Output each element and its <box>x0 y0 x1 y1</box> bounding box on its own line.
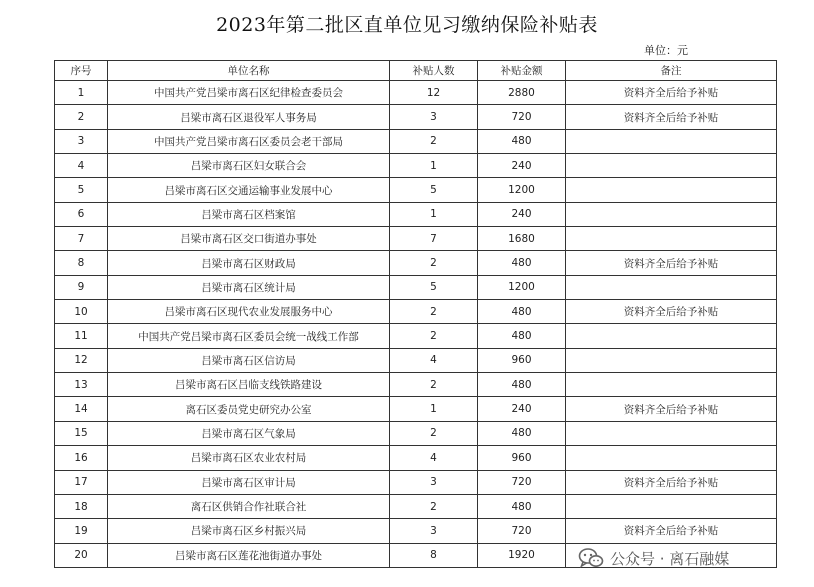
cell-amount: 1200 <box>478 275 566 299</box>
header-no: 序号 <box>55 61 108 81</box>
cell-count: 7 <box>390 227 478 251</box>
cell-count: 8 <box>390 543 478 567</box>
cell-no: 9 <box>55 275 108 299</box>
table-header-row <box>55 61 777 81</box>
cell-amount: 480 <box>478 494 566 518</box>
cell-count: 2 <box>390 373 478 397</box>
cell-amount: 240 <box>478 397 566 421</box>
header-amount: 补贴金额 <box>478 61 566 81</box>
cell-amount: 1920 <box>478 543 566 567</box>
cell-remark <box>566 421 777 445</box>
cell-unit-name: 吕梁市离石区信访局 <box>108 348 390 372</box>
cell-no: 8 <box>55 251 108 275</box>
table-row <box>55 348 777 372</box>
cell-amount: 240 <box>478 202 566 226</box>
cell-count: 2 <box>390 324 478 348</box>
table-row <box>55 81 777 105</box>
cell-amount: 480 <box>478 251 566 275</box>
cell-no: 6 <box>55 202 108 226</box>
cell-amount: 480 <box>478 129 566 153</box>
cell-remark <box>566 129 777 153</box>
table-row <box>55 178 777 202</box>
cell-count: 5 <box>390 178 478 202</box>
cell-count: 3 <box>390 105 478 129</box>
cell-no: 19 <box>55 519 108 543</box>
cell-remark <box>566 202 777 226</box>
cell-unit-name: 中国共产党吕梁市离石区委员会老干部局 <box>108 129 390 153</box>
cell-no: 7 <box>55 227 108 251</box>
cell-count: 4 <box>390 446 478 470</box>
cell-no: 15 <box>55 421 108 445</box>
cell-no: 18 <box>55 494 108 518</box>
cell-no: 16 <box>55 446 108 470</box>
table-row <box>55 421 777 445</box>
cell-count: 12 <box>390 81 478 105</box>
cell-amount: 720 <box>478 105 566 129</box>
cell-unit-name: 吕梁市离石区交口街道办事处 <box>108 227 390 251</box>
cell-remark <box>566 227 777 251</box>
table-row <box>55 470 777 494</box>
table-row <box>55 154 777 178</box>
cell-count: 1 <box>390 202 478 226</box>
cell-count: 1 <box>390 397 478 421</box>
cell-amount: 480 <box>478 373 566 397</box>
cell-count: 2 <box>390 129 478 153</box>
cell-no: 10 <box>55 300 108 324</box>
wechat-watermark <box>578 546 729 570</box>
cell-unit-name: 吕梁市离石区审计局 <box>108 470 390 494</box>
cell-unit-name: 吕梁市离石区档案馆 <box>108 202 390 226</box>
cell-remark <box>566 154 777 178</box>
unit-label: 单位：元 <box>644 44 688 57</box>
table-row <box>55 275 777 299</box>
cell-amount: 720 <box>478 519 566 543</box>
cell-unit-name: 吕梁市离石区退役军人事务局 <box>108 105 390 129</box>
cell-no: 5 <box>55 178 108 202</box>
table-row <box>55 227 777 251</box>
subsidy-table <box>54 60 777 568</box>
wechat-icon <box>578 547 604 569</box>
cell-remark <box>566 373 777 397</box>
cell-remark: 资料齐全后给予补贴 <box>566 251 777 275</box>
cell-remark: 资料齐全后给予补贴 <box>566 519 777 543</box>
cell-count: 1 <box>390 154 478 178</box>
cell-remark <box>566 275 777 299</box>
table-row <box>55 373 777 397</box>
cell-amount: 2880 <box>478 81 566 105</box>
cell-amount: 240 <box>478 154 566 178</box>
cell-remark <box>566 324 777 348</box>
table-row <box>55 519 777 543</box>
cell-unit-name: 离石区供销合作社联合社 <box>108 494 390 518</box>
cell-count: 2 <box>390 300 478 324</box>
header-count: 补贴人数 <box>390 61 478 81</box>
cell-amount: 1200 <box>478 178 566 202</box>
cell-amount: 720 <box>478 470 566 494</box>
table-row <box>55 129 777 153</box>
table-row <box>55 397 777 421</box>
cell-remark <box>566 446 777 470</box>
cell-remark: 资料齐全后给予补贴 <box>566 81 777 105</box>
cell-count: 2 <box>390 494 478 518</box>
cell-remark <box>566 348 777 372</box>
cell-unit-name: 吕梁市离石区妇女联合会 <box>108 154 390 178</box>
table-row <box>55 300 777 324</box>
table-row <box>55 251 777 275</box>
cell-no: 11 <box>55 324 108 348</box>
cell-remark: 资料齐全后给予补贴 <box>566 105 777 129</box>
cell-amount: 480 <box>478 324 566 348</box>
cell-unit-name: 吕梁市离石区乡村振兴局 <box>108 519 390 543</box>
table-row <box>55 202 777 226</box>
table-row <box>55 446 777 470</box>
cell-no: 14 <box>55 397 108 421</box>
cell-count: 4 <box>390 348 478 372</box>
cell-no: 12 <box>55 348 108 372</box>
cell-unit-name: 吕梁市离石区莲花池街道办事处 <box>108 543 390 567</box>
cell-count: 3 <box>390 470 478 494</box>
cell-count: 3 <box>390 519 478 543</box>
cell-unit-name: 吕梁市离石区吕临支线铁路建设 <box>108 373 390 397</box>
cell-unit-name: 吕梁市离石区现代农业发展服务中心 <box>108 300 390 324</box>
cell-no: 3 <box>55 129 108 153</box>
table-row <box>55 324 777 348</box>
cell-no: 2 <box>55 105 108 129</box>
cell-count: 2 <box>390 251 478 275</box>
header-unit-name: 单位名称 <box>108 61 390 81</box>
cell-unit-name: 中国共产党吕梁市离石区纪律检查委员会 <box>108 81 390 105</box>
cell-amount: 960 <box>478 348 566 372</box>
cell-amount: 1680 <box>478 227 566 251</box>
cell-count: 2 <box>390 421 478 445</box>
cell-unit-name: 离石区委员党史研究办公室 <box>108 397 390 421</box>
cell-remark <box>566 178 777 202</box>
cell-unit-name: 吕梁市离石区统计局 <box>108 275 390 299</box>
cell-no: 1 <box>55 81 108 105</box>
cell-no: 17 <box>55 470 108 494</box>
header-remark: 备注 <box>566 61 777 81</box>
cell-unit-name: 吕梁市离石区财政局 <box>108 251 390 275</box>
page-title: 2023年第二批区直单位见习缴纳保险补贴表 <box>216 14 598 36</box>
cell-amount: 960 <box>478 446 566 470</box>
cell-count: 5 <box>390 275 478 299</box>
cell-amount: 480 <box>478 300 566 324</box>
cell-remark <box>566 494 777 518</box>
cell-no: 20 <box>55 543 108 567</box>
watermark-text: 公众号 · 离石融媒 <box>610 549 730 568</box>
table-row <box>55 494 777 518</box>
cell-amount: 480 <box>478 421 566 445</box>
cell-unit-name: 吕梁市离石区农业农村局 <box>108 446 390 470</box>
cell-unit-name: 吕梁市离石区交通运输事业发展中心 <box>108 178 390 202</box>
cell-no: 13 <box>55 373 108 397</box>
cell-no: 4 <box>55 154 108 178</box>
cell-remark: 资料齐全后给予补贴 <box>566 300 777 324</box>
cell-unit-name: 吕梁市离石区气象局 <box>108 421 390 445</box>
cell-remark: 资料齐全后给予补贴 <box>566 470 777 494</box>
cell-unit-name: 中国共产党吕梁市离石区委员会统一战线工作部 <box>108 324 390 348</box>
table-row <box>55 105 777 129</box>
cell-remark: 资料齐全后给予补贴 <box>566 397 777 421</box>
